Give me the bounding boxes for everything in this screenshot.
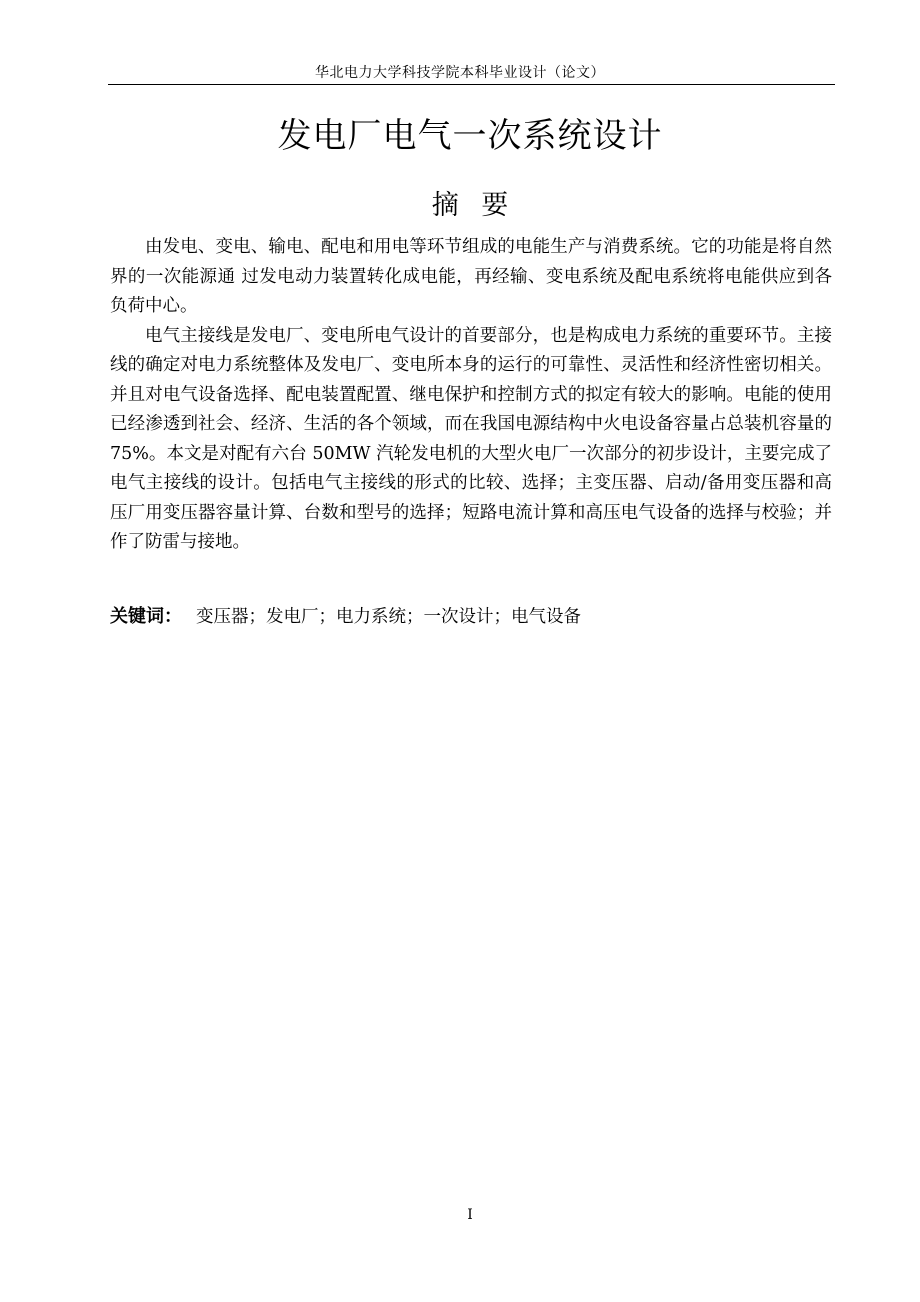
page-number: I xyxy=(467,1207,473,1223)
keywords-line xyxy=(110,603,581,631)
abstract-body xyxy=(110,233,832,558)
abstract-paragraph-1: 由发电、变电、输电、配电和用电等环节组成的电能生产与消费系统。它的功能是将自然界的一次能源通 过发电动力装置转化成电能，再经输、变电系统及配电系统将电能供应到各负荷中心。 xyxy=(110,237,832,316)
document-title: 发电厂电气一次系统设计 xyxy=(277,116,663,156)
keywords-list: 变压器；发电厂；电力系统；一次设计；电气设备 xyxy=(196,607,581,627)
header-divider xyxy=(108,84,835,85)
abstract-paragraph-2: 电气主接线是发电厂、变电所电气设计的首要部分，也是构成电力系统的重要环节。主接线的确定对电力系统整体及发电厂、变电所本身的运行的可靠性、灵活性和经济性密切相关。并且对电气设备选择、配电装置配置、继电保护和控制方式的拟定有较大的影响。电能的使用已经渗透到社会、经济、生活的各个领域，而在我国电源结构中火电设备容量占总装机容量的 75%。本文是对配有六台 50MW 汽轮发电机的大型火电厂一次部分的初步设计，主要完成了电气主接线的设计。包括电气主接线的形式的比较、选择；主变压器、启动/备用变压器和高压厂用变压器容量计算、台数和型号的选择；短路电流计算和高压电气设备的选择与校验；并作了防雷与接地。 xyxy=(110,325,832,552)
keywords-label: 关键词： xyxy=(110,606,182,627)
abstract-heading: 摘 要 xyxy=(431,190,509,221)
running-header: 华北电力大学科技学院本科毕业设计（论文） xyxy=(315,65,605,81)
